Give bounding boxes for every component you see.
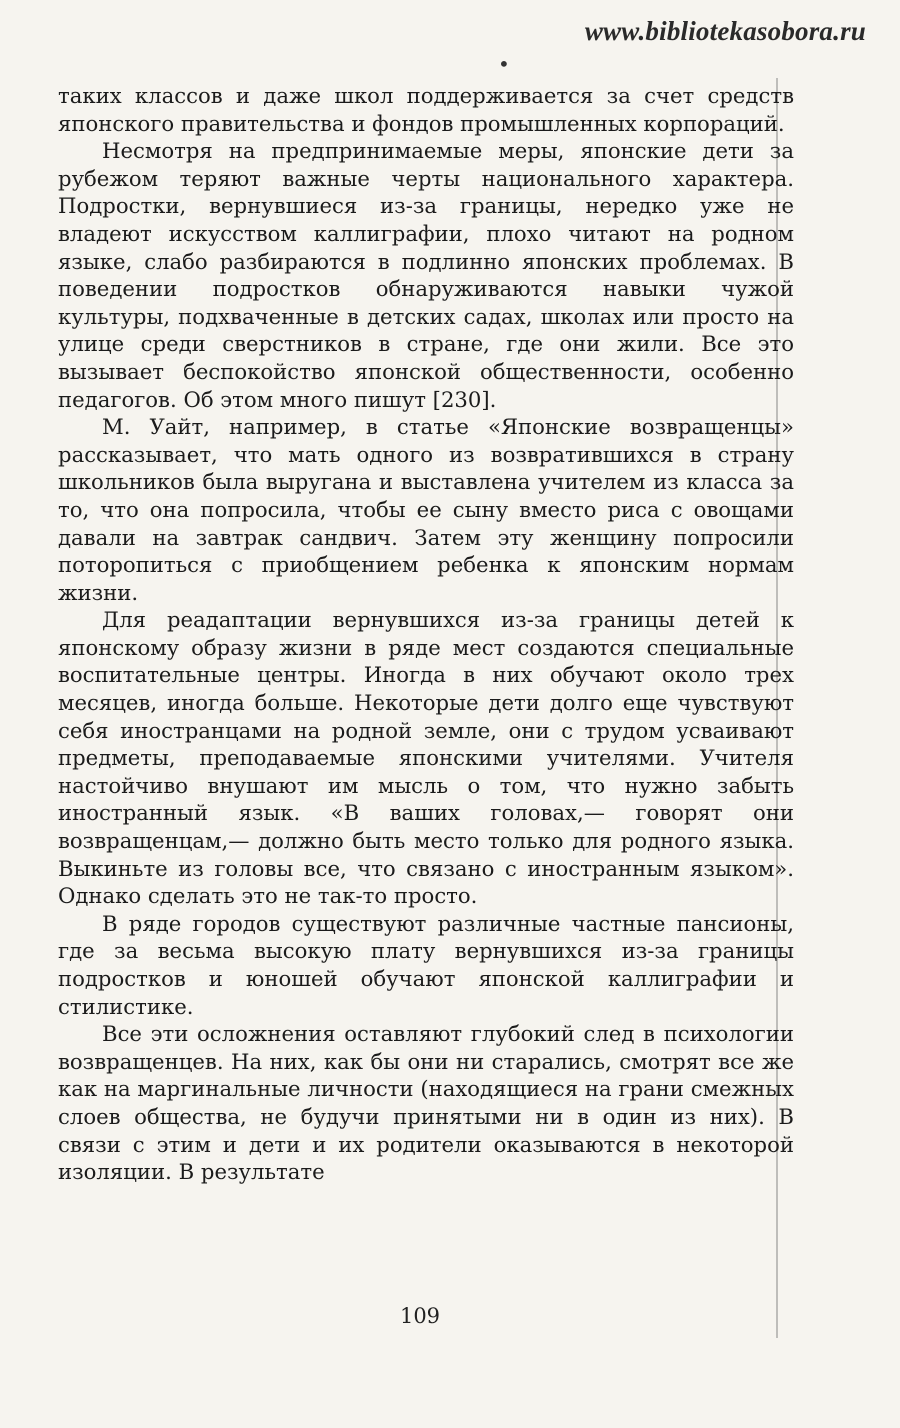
- paragraph: В ряде городов существуют различные частные пансионы, где за весьма высокую плату вернувшихся из-за границы подростков и юношей обучают японской каллиграфии и стилистике.: [58, 910, 794, 1019]
- page-number: 109: [399, 1304, 441, 1328]
- paragraph: Для реадаптации вернувшихся из-за границы детей к японскому образу жизни в ряде мест создаются специальные воспитательные центры. Иногда в них обучают около трех месяцев, иногда больше. Некоторые дети долго еще чувствуют себя иностранцами на родной земле, они с трудом усваивают предметы, преподаваемые японскими учителями. Учителя настойчиво внушают им мысль о том, что нужно забыть иностранный язык. «В ваших головах,— говорят они возвращенцам,— должно быть место только для родного языка. Выкиньте из головы все, что связано с иностранным языком». Однако сделать это не так-то просто.: [58, 607, 794, 909]
- watermark: www.bibliotekasobora.ru: [584, 16, 866, 46]
- paragraph: М. Уайт, например, в статье «Японские возвращенцы» рассказывает, что мать одного из возвратившихся в страну школьников была выругана и выставлена учителем из класса за то, что она попросила, чтобы ее сыну вместо риса с овощами давали на завтрак сандвич. Затем эту женщину попросили поторопиться с приобщением ребенка к японским нормам жизни.: [58, 414, 794, 605]
- paragraph: Все эти осложнения оставляют глубокий след в психологии возвращенцев. На них, как бы они ни старались, смотрят все же как на маргинальные личности (находящиеся на грани смежных слоев общества, не будучи принятыми ни в один из них). В связи с этим и дети и их родители оказываются в некоторой изоляции. В результате: [58, 1021, 794, 1185]
- page-body: [58, 82, 794, 1186]
- paragraph: таких классов и даже школ поддерживается за счет средств японского правительства и фондов промышленных корпораций.: [58, 83, 794, 136]
- print-mark: •: [498, 52, 510, 76]
- paragraph: Несмотря на предпринимаемые меры, японские дети за рубежом теряют важные черты национального характера. Подростки, вернувшиеся из-за границы, нередко уже не владеют искусством каллиграфии, плохо читают на родном языке, слабо разбираются в подлинно японских проблемах. В поведении подростков обнаруживаются навыки чужой культуры, подхваченные в детских садах, школах или просто на улице среди сверстников в стране, где они жили. Все это вызывает беспокойство японской общественности, особенно педагогов. Об этом много пишут [230].: [58, 138, 794, 412]
